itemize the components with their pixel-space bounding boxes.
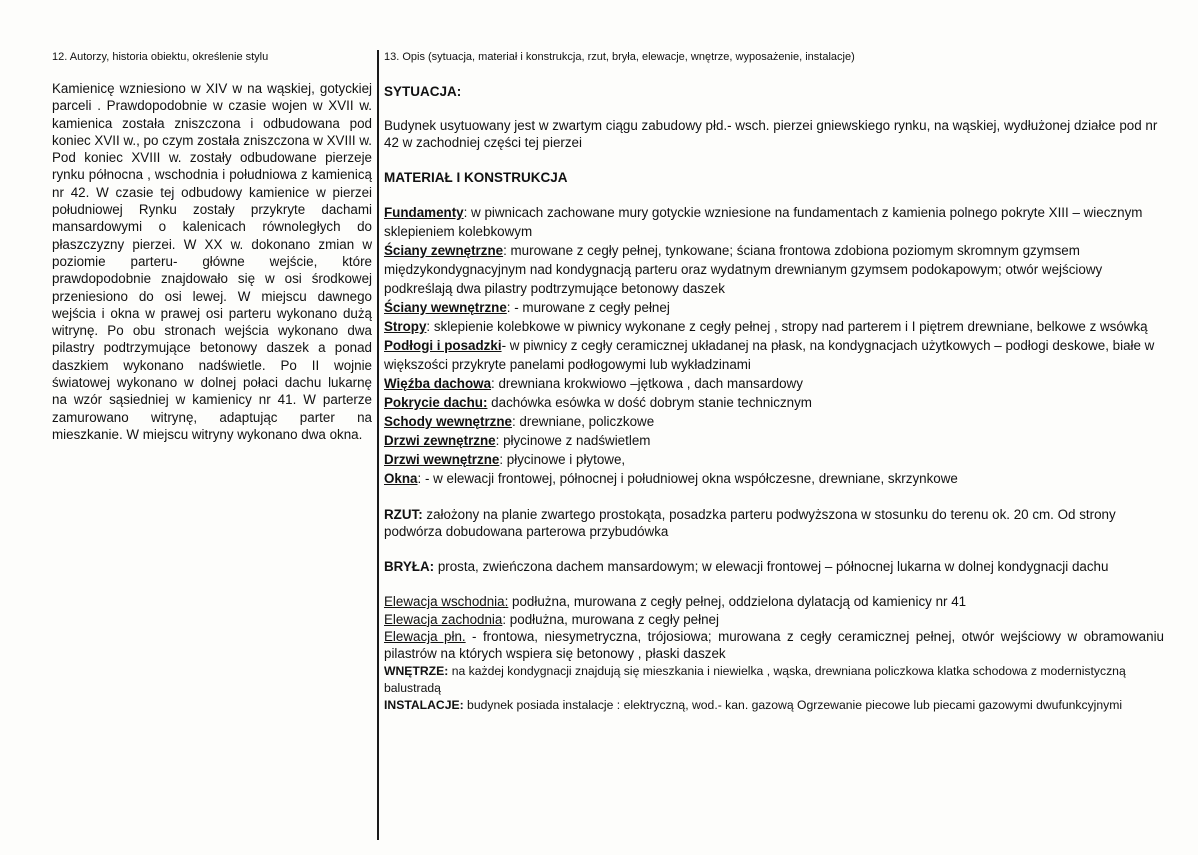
list-item: Stropy: sklepienie kolebkowe w piwnicy wykonane z cegły pełnej , stropy nad parterem i I piętrem drewniane, belkowe z wsówką — [384, 318, 1148, 334]
column-divider — [377, 50, 379, 840]
history-text: Kamienicę wzniesiono w XIV w na wąskiej, gotyckiej parceli . Prawdopodobnie w czasie wojen w XVII w. kamienica została zniszczona i odbudowana pod koniec XVII w., po czym została zniszczona w XVIII w. Pod koniec XVIII w. zostały odbudowane pierzeje rynku północna , wschodnia i południowa z kamienicą nr 42. W czasie tej odbudowy kamienice w pierzei południowej Rynku zostały przykryte dachami mansardowymi o kalenicach równoległych do płaszczyzny pierzei. W XX w. dokonano zmian w poziomie parteru- główne wejście, które prawdopodobnie znajdowało się w osi środkowej przeniesiono do osi lewej. W miejscu dawnego wejścia i okna w prawej osi parteru wykonano dużą witrynę. Po obu stronach wejścia wykonano dwa pilastry podtrzymujące betonowy daszek a ponad daszkiem wykonano nadświetle. Po II wojnie światowej wykonano w dolnej połaci dachu lukarnę na wzór sąsiedniej w kamienicy nr 41. W parterze zamurowano witrynę, adaptując parter na mieszkanie. W miejscu witryny wykonano dwa okna. — [52, 81, 373, 442]
section-12-heading: 12. Autorzy, historia obiektu, określenie stylu — [52, 51, 269, 63]
list-item: Okna: - w elewacji frontowej, północnej i południowej okna współczesne, drewniane, skrzynkowe — [384, 470, 958, 486]
list-item: Elewacja płn. - frontowa, niesymetryczna, trójosiowa; murowana z cegły ceramicznej pełnej, otwór wejściowy w obramowaniu pilastrów na których wspiera się betonowy , płaski daszek — [384, 629, 1164, 662]
list-item: Drzwi wewnętrzne: płycinowe i płytowe, — [384, 451, 626, 467]
bryla-paragraph: BRYŁA: prosta, zwieńczona dachem mansardowym; w elewacji frontowej – północnej lukarna w dolnej kondygnacji dachu — [384, 559, 1109, 575]
left-column — [52, 50, 372, 443]
list-item: Elewacja wschodnia: podłużna, murowana z cegły pełnej, oddzielona dylatacją od kamienicy nr 41 — [384, 594, 967, 610]
list-item: Więźba dachowa: drewniana krokwiowo –jętkowa , dach mansardowy — [384, 375, 803, 391]
list-item: Elewacja zachodnia: podłużna, murowana z cegły pełnej — [384, 611, 719, 627]
rzut-paragraph: RZUT: założony na planie zwartego prostokąta, posadzka parteru podwyższona w stosunku do terenu ok. 20 cm. Od strony podwórza dobudowana parterowa przybudówka — [384, 506, 1116, 539]
sytuacja-text: Budynek usytuowany jest w zwartym ciągu zabudowy płd.- wsch. pierzei gniewskiego rynku, na wąskiej, wydłużonej działce pod nr 42 w zachodniej części tej pierzei — [384, 118, 1158, 151]
elewacje-list — [384, 593, 1164, 662]
list-item: Pokrycie dachu: dachówka esówka w dość dobrym stanie technicznym — [384, 394, 812, 410]
sytuacja-title: SYTUACJA: — [384, 84, 462, 99]
right-column — [384, 50, 1164, 714]
section-13-heading: 13. Opis (sytuacja, materiał i konstrukcja, rzut, bryła, elewacje, wnętrze, wyposażenie, instalacje) — [384, 51, 855, 63]
list-item: Schody wewnętrzne: drewniane, policzkowe — [384, 413, 655, 429]
material-title: MATERIAŁ I KONSTRUKCJA — [384, 169, 568, 185]
wnetrze-paragraph: WNĘTRZE: na każdej kondygnacji znajdują się mieszkania i niewielka , wąska, drewniana policzkowa klatka schodowa z modernistyczną balustradą — [384, 663, 1126, 695]
material-list — [384, 203, 1164, 488]
instalacje-paragraph: INSTALACJE: budynek posiada instalacje : elektryczną, wod.- kan. gazową Ogrzewanie piecowe lub piecami gazowymi dwufunkcyjnymi — [384, 697, 1123, 712]
list-item: Podłogi i posadzki- w piwnicy z cegły ceramicznej układanej na płask, na kondygnacjach użytkowych – podłogi deskowe, białe w większości przykryte panelami podłogowymi lub wykładzinami — [384, 337, 1155, 372]
list-item: Ściany wewnętrzne: - murowane z cegły pełnej — [384, 299, 670, 315]
list-item: Drzwi zewnętrzne: płycinowe z nadświetlem — [384, 432, 651, 448]
list-item: Ściany zewnętrzne: murowane z cegły pełnej, tynkowane; ściana frontowa zdobiona poziomym skromnym gzymsem międzykondygnacyjnym nad kondygnacją parteru oraz wydatnym drewnianym gzymsem podokapowym; otwór wejściowy podkreślają dwa pilastry podtrzymujące betonowy daszek — [384, 242, 1103, 296]
list-item: Fundamenty: w piwnicach zachowane mury gotyckie wzniesione na fundamentach z kamienia polnego pokryte XIII – wiecznym sklepieniem kolebkowym — [384, 204, 1143, 239]
